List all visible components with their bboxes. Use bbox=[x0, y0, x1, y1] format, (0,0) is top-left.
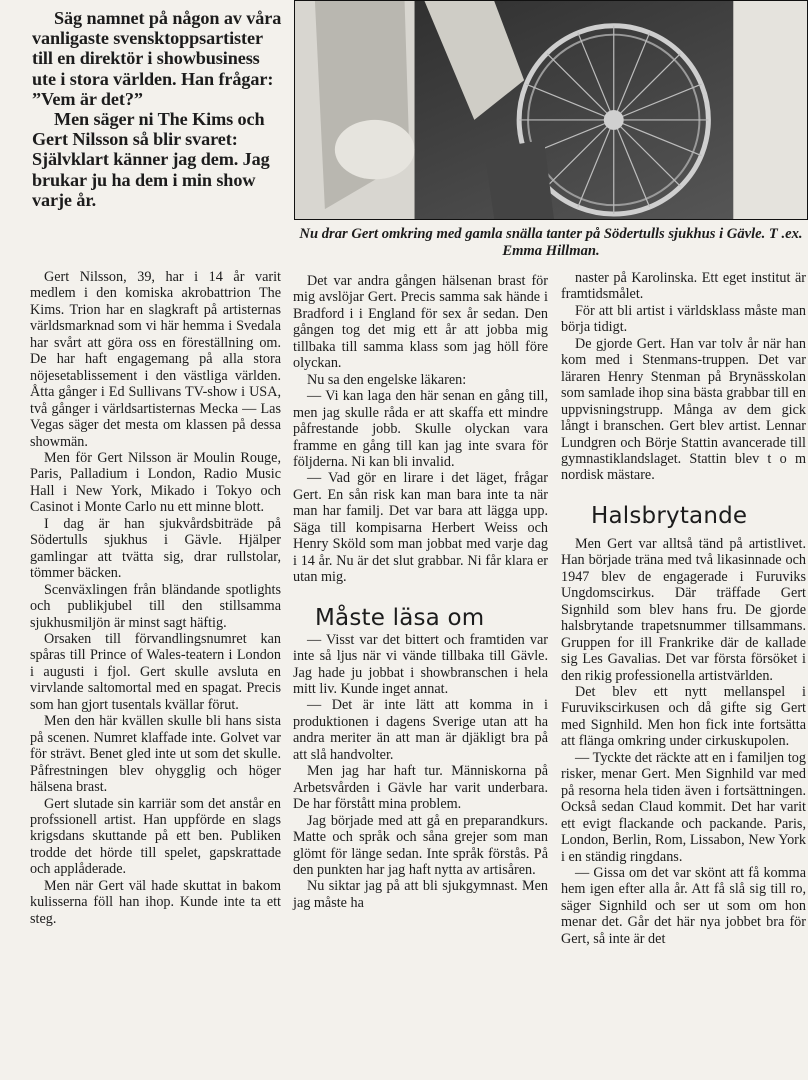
body-paragraph: Men för Gert Nilsson är Moulin Rouge, Paris, Palladium i London, Radio Music Hall i New York, Mikado i Tokyo och Casinot i Monte Carlo nu ett minne blott. bbox=[30, 449, 281, 516]
article-photo bbox=[294, 0, 808, 220]
article-column-1 bbox=[30, 269, 281, 927]
subheading-halsbrytande: Halsbrytande bbox=[591, 502, 748, 529]
body-paragraph: Men Gert var alltså tänd på artistlivet. Han började träna med två likasinnade och 1947 blev de engagerade i Furuviks Ungdomscirkus. Där träffade Gert Signhild som blev hans fru. De gjorde halsbrytande trapetsnummer tillsammans. Gruppen for ill Frankrike där de kallade sig Les Gavalias. Det var första försöket i den rikig professionella artistvärlden. bbox=[561, 535, 806, 684]
photo-caption: Nu drar Gert omkring med gamla snälla tanter på Södertulls sjukhus i Gävle. T .ex. Emma Hillman. bbox=[299, 226, 803, 259]
body-paragraph: Orsaken till förvandlingsnumret kan spåras till Prince of Wales-teatern i London i augusti i fjol. Gert skulle avsluta en virvlande saltomortal med en spagat. Precis som han gjort tusentals kvällar förut. bbox=[30, 630, 281, 713]
article-column-3 bbox=[561, 270, 806, 947]
body-paragraph: Det var andra gången hälsenan brast för mig avslöjar Gert. Precis samma sak hände i Bradford i i England för sex år sedan. Den gången tog det mig ett år att jobba mig tillbaka till samma klass som jag höll före olyckan. bbox=[293, 273, 548, 372]
subheading-maste-lasa-om: Måste läsa om bbox=[315, 604, 485, 631]
body-paragraph: De gjorde Gert. Han var tolv år när han kom med i Stenmans-truppen. Det var läraren Henry Stenman på Brynässkolan som samlade ihop sina bästa grabbar till en uppvisningstrupp. Många av dem gick långt i branschen. Gert blev artist. Lennar Lundgren och Börje Stattin avancerade till gymnastiklandslaget. Stattin blev t o m nordisk mästare. bbox=[561, 335, 806, 484]
body-paragraph: Gert Nilsson, 39, har i 14 år varit medlem i den komiska akrobattrion The Kims. Trion har en slagkraft på artisternas världsmarknad som vi här hemma i Svedala har svårt att göra oss en föreställning om. De har haft engagemang på alla stora nöjesetablissement i den västliga världen. Åtta gånger i Ed Sullivans TV-show i USA, två gånger i världsartisternas Mecka — Las Vegas säger det mesta om klassen på dessa showmän. bbox=[30, 269, 281, 450]
body-paragraph: Men när Gert väl hade skuttat in bakom kulisserna föll han ihop. Kunde inte ta ett steg. bbox=[30, 877, 281, 927]
body-paragraph: För att bli artist i världsklass måste man börja tidigt. bbox=[561, 302, 806, 336]
body-paragraph: — Visst var det bittert och framtiden var inte så ljus när vi vände tillbaka till Gävle. Jag hade ju jobbat i showbranschen i hela mitt liv. Kunde inget annat. bbox=[293, 631, 548, 697]
body-paragraph: Men jag har haft tur. Människorna på Arbetsvården i Gävle har varit underbara. De har förstått mina problem. bbox=[293, 763, 548, 813]
body-paragraph: naster på Karolinska. Ett eget institut är framtidsmålet. bbox=[561, 270, 806, 303]
body-paragraph: Scenväxlingen från bländande spotlights och publikjubel till den stillsamma sjukhusmiljön är minst sagt häftig. bbox=[30, 581, 281, 631]
body-paragraph: I dag är han sjukvårdsbiträde på Södertulls sjukhus i Gävle. Hjälper gamlingar att tvätta sig, drar rullstolar, tömmer bäcken. bbox=[30, 515, 281, 582]
body-paragraph: — Gissa om det var skönt att få komma hem igen efter alla år. Att få slå sig till ro, säger Signhild och ser ut som om hon menar det. Går det här nya jobbet bra för Gert, så inte är det bbox=[561, 864, 806, 947]
intro-paragraph: Men säger ni The Kims och Gert Nilsson så blir svaret: Självklart känner jag dem. Jag brukar ju ha dem i min show varje år. bbox=[32, 109, 270, 210]
body-paragraph: Det blev ett nytt mellanspel i Furuvikscirkusen och då gifte sig Gert med Signhild. Men hon fick inte fortsätta att flänga omkring under cirkuskupolen. bbox=[561, 683, 806, 750]
body-paragraph: Nu sa den engelske läkaren: bbox=[307, 371, 467, 388]
intro-paragraph: Säg namnet på någon av våra vanligaste svensktoppsartister till en direktör i showbusiness ute i stora världen. Han frågar: ”Vem är det?” bbox=[32, 8, 282, 109]
body-paragraph: — Tyckte det räckte att en i familjen tog risker, menar Gert. Men Signhild var med på resorna hela tiden även i fortsättningen. Också sedan Claud kommit. Det har varit ett evigt flackande och packande. Paris, London, Berlin, Rom, Lissabon, New York i en ständig ringdans. bbox=[561, 749, 806, 865]
body-paragraph: Men den här kvällen skulle bli hans sista på scenen. Numret klaffade inte. Golvet var för strävt. Benet gled inte ut som det skulle. Påfrestningen blev ohygglig och höger hälsena brast. bbox=[30, 713, 281, 796]
body-paragraph: — Vad gör en lirare i det läget, frågar Gert. En sån risk kan man bara inte ta när man har familj. Det var bara att lägga upp. Säga till kompisarna Herbert Weiss och Henry Sköld som man jobbat med varje dag i 14 år. Nu är det slut grabbar. Ni får klara er utan mig. bbox=[293, 470, 548, 586]
intro-lead bbox=[32, 8, 284, 210]
body-paragraph: Nu siktar jag på att bli sjukgymnast. Men jag måste ha bbox=[293, 878, 548, 911]
body-paragraph: Gert slutade sin karriär som det anstår en profssionell artist. Han uppförde en slags krigsdans skuttande på ett ben. Publiken trodde det hörde till spelet, gapskrattade och applåderade. bbox=[30, 795, 281, 878]
article-column-2 bbox=[293, 273, 548, 911]
body-paragraph: — Vi kan laga den här senan en gång till, men jag skulle råda er att skaffa ett mindre påfrestande jobb. Skulle olyckan vara framme en gång till kan jag inte svara för följderna. Ni kan bli invalid. bbox=[293, 388, 548, 470]
body-paragraph: Jag började med att gå en preparandkurs. Matte och språk och såna grejer som man glömt för länge sedan. Inte språk förstås. På den punkten har jag haft nytta av artisåren. bbox=[293, 812, 548, 878]
photo-wheelchair-image bbox=[295, 1, 807, 219]
body-paragraph: — Det är inte lätt att komma in i produktionen i dagens Sverige utan att ha andra meriter än att man är djäkligt bra på att slå handvolter. bbox=[293, 697, 548, 763]
